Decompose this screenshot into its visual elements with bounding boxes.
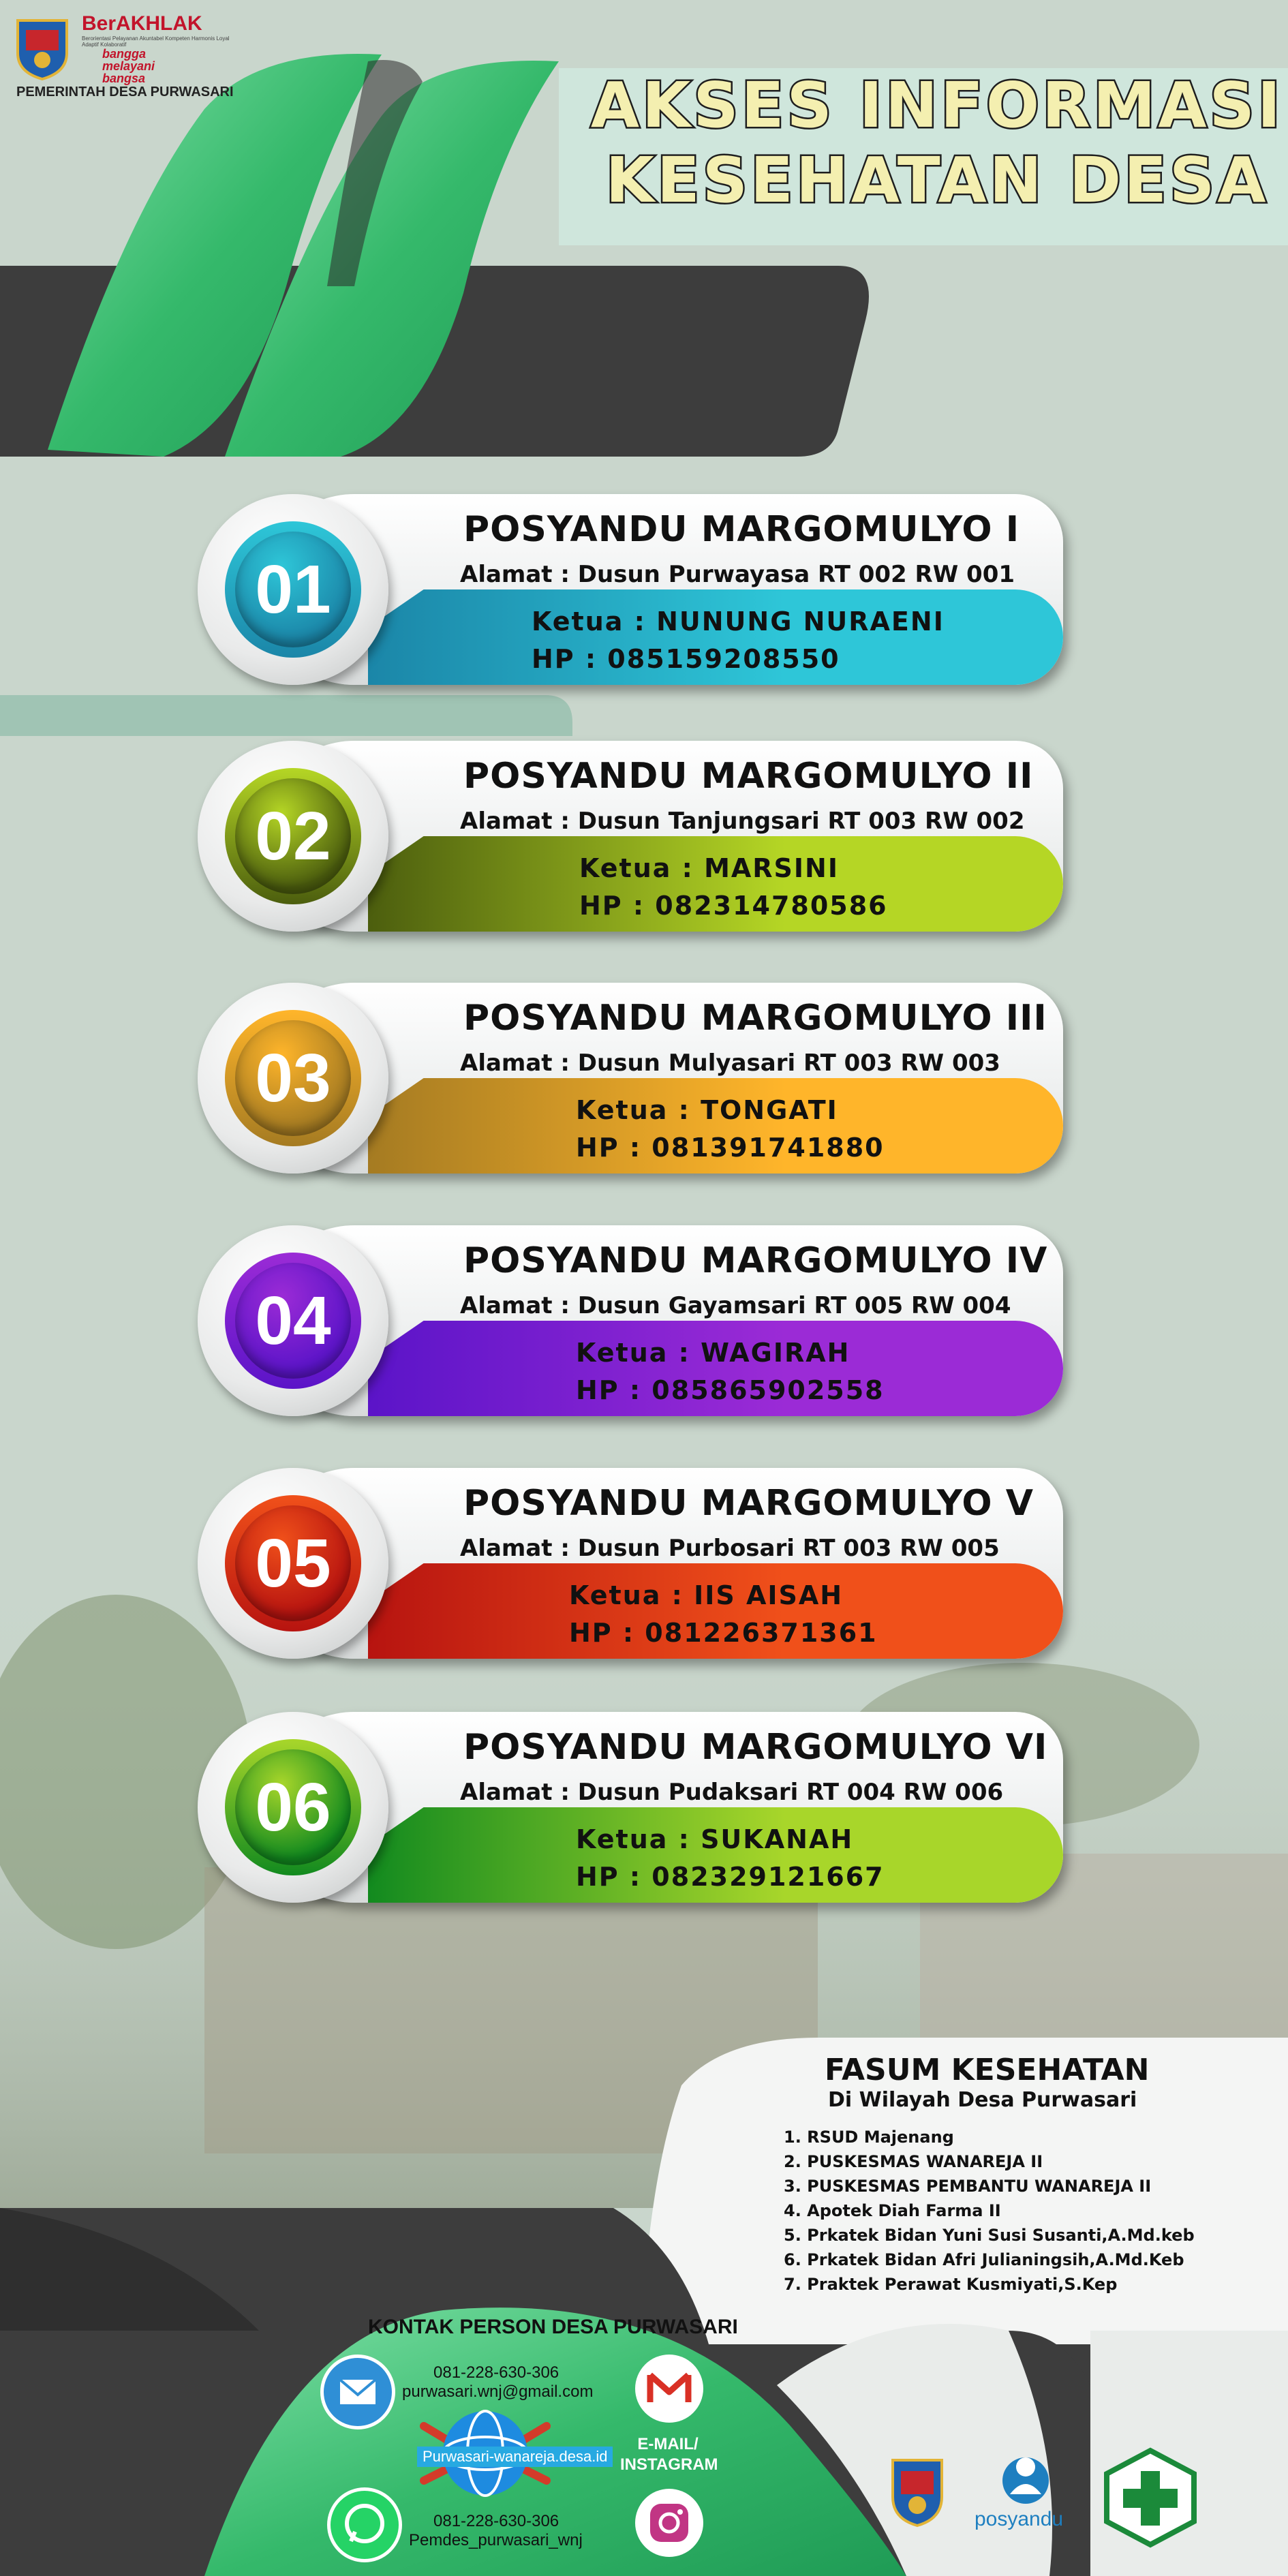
card-number: 01 (235, 532, 351, 647)
card-number: 04 (235, 1263, 351, 1379)
card-address: Alamat : Dusun Purbosari RT 003 RW 005 (460, 1535, 1000, 1562)
bangga-melayani-logo: bangga melayani bangsa (102, 47, 155, 85)
email-icon[interactable] (320, 2355, 395, 2429)
list-item: 4. Apotek Diah Farma II (784, 2201, 1001, 2220)
title-line-1: AKSES INFORMASI (590, 69, 1284, 142)
card-number: 02 (235, 778, 351, 894)
card-title: POSYANDU MARGOMULYO III (463, 998, 1047, 1039)
whatsapp-icon[interactable] (327, 2487, 402, 2562)
card-phone: HP : 081226371361 (569, 1618, 878, 1648)
card-title: POSYANDU MARGOMULYO I (463, 509, 1020, 550)
posyandu-card (198, 494, 1063, 692)
card-phone: HP : 085865902558 (576, 1375, 885, 1405)
org-name: PEMERINTAH DESA PURWASARI (16, 85, 234, 99)
card-ketua: Ketua : NUNUNG NURAENI (532, 607, 945, 637)
email-instagram-label: E-MAIL/ INSTAGRAM (620, 2435, 718, 2474)
posyandu-logo-text: posyandu (975, 2508, 1064, 2530)
card-number: 03 (235, 1020, 351, 1136)
card-phone: HP : 081391741880 (576, 1133, 885, 1163)
posyandu-card (198, 983, 1063, 1180)
cilacap-logo-footer (890, 2453, 945, 2528)
list-item: 7. Praktek Perawat Kusmiyati,S.Kep (784, 2275, 1118, 2294)
card-address: Alamat : Dusun Gayamsari RT 005 RW 004 (460, 1292, 1011, 1319)
card-ketua: Ketua : IIS AISAH (569, 1580, 844, 1610)
card-title: POSYANDU MARGOMULYO II (463, 756, 1034, 797)
posyandu-logo (995, 2447, 1056, 2508)
card-ketua: Ketua : SUKANAH (576, 1824, 854, 1854)
list-item: 5. Prkatek Bidan Yuni Susi Susanti,A.Md.keb (784, 2226, 1195, 2245)
posyandu-card (198, 741, 1063, 938)
cilacap-logo (15, 15, 70, 80)
card-title: POSYANDU MARGOMULYO V (463, 1483, 1034, 1524)
card-address: Alamat : Dusun Tanjungsari RT 003 RW 002 (460, 808, 1025, 835)
card-ketua: Ketua : TONGATI (576, 1095, 838, 1125)
email-address[interactable]: purwasari.wnj@gmail.com (402, 2382, 594, 2401)
card-ketua: Ketua : WAGIRAH (576, 1338, 850, 1368)
card-title: POSYANDU MARGOMULYO VI (463, 1727, 1048, 1768)
health-cross-logo (1103, 2447, 1198, 2549)
posyandu-card (198, 1225, 1063, 1423)
card-address: Alamat : Dusun Pudaksari RT 004 RW 006 (460, 1779, 1004, 1806)
card-phone: HP : 082329121667 (576, 1862, 885, 1892)
card-phone: HP : 085159208550 (532, 644, 840, 674)
kontak-title: KONTAK PERSON DESA PURWASARI (368, 2316, 738, 2338)
instagram-icon[interactable] (635, 2489, 703, 2557)
card-phone: HP : 082314780586 (579, 891, 888, 921)
berakhlak-logo: BerAKHLAK (82, 12, 202, 35)
website-link[interactable]: Purwasari-wanareja.desa.id (417, 2447, 613, 2467)
card-address: Alamat : Dusun Purwayasa RT 002 RW 001 (460, 561, 1015, 588)
posyandu-card (198, 1712, 1063, 1910)
gmail-icon[interactable] (635, 2355, 703, 2423)
fasum-subtitle: Di Wilayah Desa Purwasari (828, 2088, 1137, 2112)
berakhlak-subtitle: Berorientasi Pelayanan Akuntabel Kompeten Harmonis Loyal Adaptif Kolaboratif (82, 35, 230, 48)
list-item: 1. RSUD Majenang (784, 2128, 954, 2147)
title-line-2: KESEHATAN DESA (605, 144, 1269, 217)
phone-top: 081-228-630-306 (433, 2363, 559, 2382)
card-number: 06 (235, 1749, 351, 1865)
fasum-list (784, 2125, 1195, 2297)
card-title: POSYANDU MARGOMULYO IV (463, 1240, 1048, 1281)
posyandu-card (198, 1468, 1063, 1666)
phone-bottom: 081-228-630-306 (433, 2512, 559, 2530)
list-item: 3. PUSKESMAS PEMBANTU WANAREJA II (784, 2177, 1152, 2196)
card-number: 05 (235, 1505, 351, 1621)
fasum-title: FASUM KESEHATAN (825, 2053, 1150, 2087)
card-address: Alamat : Dusun Mulyasari RT 003 RW 003 (460, 1049, 1000, 1077)
instagram-handle[interactable]: Pemdes_purwasari_wnj (409, 2531, 583, 2549)
list-item: 6. Prkatek Bidan Afri Julianingsih,A.Md.Keb (784, 2250, 1184, 2269)
list-item: 2. PUSKESMAS WANAREJA II (784, 2152, 1043, 2171)
page-title (586, 68, 1288, 232)
card-ketua: Ketua : MARSINI (579, 853, 839, 883)
